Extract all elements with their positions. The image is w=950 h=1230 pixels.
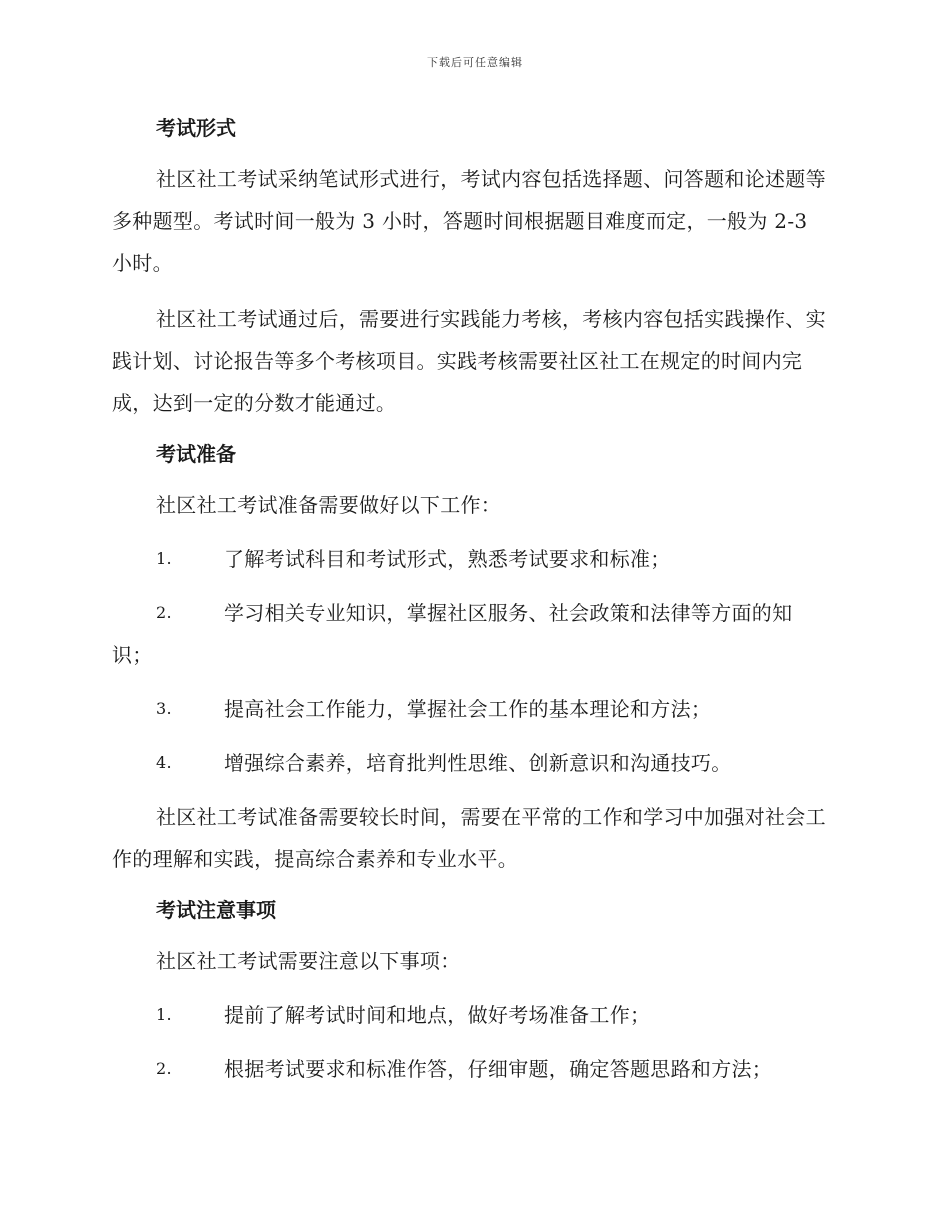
section-heading-exam-prep: 考试准备	[156, 442, 236, 466]
list-number: 1.	[156, 1005, 172, 1024]
list-number: 1.	[156, 549, 172, 568]
paragraph-exam-form-1: 社区社工考试采纳笔试形式进行，考试内容包括选择题、问答题和论述题等多种题型。考试时间一般为 3 小时，答题时间根据题目难度而定，一般为 2-3 小时。	[112, 167, 826, 275]
document-body	[112, 110, 832, 1090]
paragraph-exam-prep-intro: 社区社工考试准备需要做好以下工作：	[156, 493, 502, 517]
list-number: 4.	[156, 753, 172, 772]
prep-list-item	[112, 592, 832, 676]
notes-list-item	[112, 994, 832, 1036]
list-item-text: 增强综合素养，培育批判性思维、创新意识和沟通技巧。	[224, 751, 732, 775]
list-number: 2.	[156, 1059, 172, 1078]
section-heading-exam-notes: 考试注意事项	[156, 898, 276, 922]
paragraph-exam-notes-intro: 社区社工考试需要注意以下事项：	[156, 949, 461, 973]
paragraph-exam-prep-outro: 社区社工考试准备需要较长时间，需要在平常的工作和学习中加强对社会工作的理解和实践，提高综合素养和专业水平。	[112, 805, 826, 871]
prep-list-item	[112, 688, 832, 730]
list-item-text: 了解考试科目和考试形式，熟悉考试要求和标准；	[224, 547, 671, 571]
header-note: 下载后可任意编辑	[427, 56, 523, 69]
list-number: 2.	[156, 603, 172, 622]
list-number: 3.	[156, 699, 172, 718]
paragraph-exam-form-2: 社区社工考试通过后，需要进行实践能力考核，考核内容包括实践操作、实践计划、讨论报告等多个考核项目。实践考核需要社区社工在规定的时间内完成，达到一定的分数才能通过。	[112, 307, 826, 415]
prep-list-item	[112, 538, 832, 580]
list-item-text: 学习相关专业知识，掌握社区服务、社会政策和法律等方面的知识；	[112, 601, 793, 667]
notes-list-item	[112, 1048, 832, 1090]
list-item-text: 提高社会工作能力，掌握社会工作的基本理论和方法；	[224, 697, 712, 721]
prep-list-item	[112, 742, 832, 784]
list-item-text: 根据考试要求和标准作答，仔细审题，确定答题思路和方法；	[224, 1057, 773, 1081]
section-heading-exam-form: 考试形式	[156, 116, 236, 140]
list-item-text: 提前了解考试时间和地点，做好考场准备工作；	[224, 1003, 651, 1027]
